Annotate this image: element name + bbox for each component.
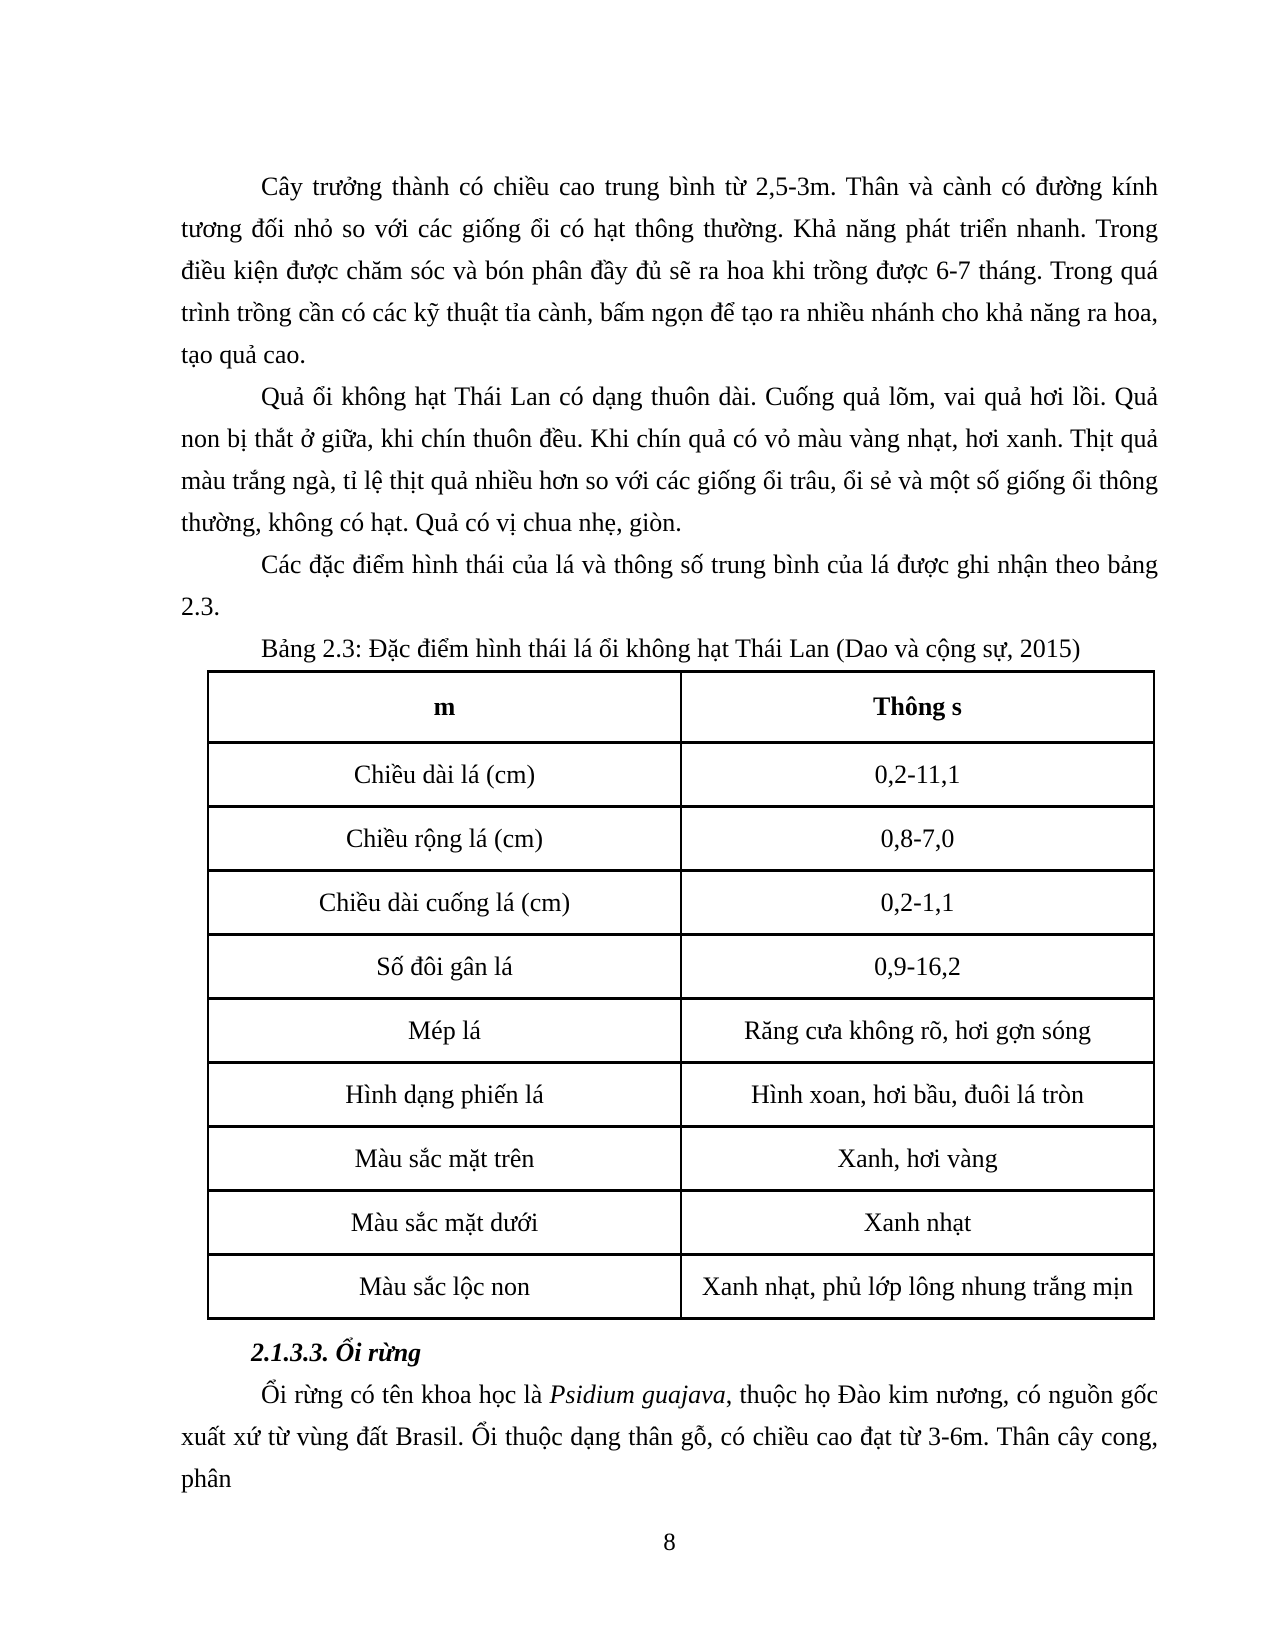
leaf-morphology-table [207, 670, 1155, 1320]
table-caption: Bảng 2.3: Đặc điểm hình thái lá ổi không hạt Thái Lan (Dao và cộng sự, 2015) [261, 634, 1081, 663]
paragraph-growth: Cây trưởng thành có chiều cao trung bình từ 2,5-3m. Thân và cành có đường kính tương đối nhỏ so với các giống ổi có hạt thông thường. Khả năng phát triển nhanh. Trong điều kiện được chăm sóc và bón phân đầy đủ sẽ ra hoa khi trồng được 6-7 tháng. Trong quá trình trồng cần có các kỹ thuật tỉa cành, bấm ngọn để tạo ra nhiều nhánh cho khả năng ra hoa, tạo quả cao. [181, 172, 1158, 369]
table-row [208, 999, 1154, 1063]
paragraph-fruit: Quả ổi không hạt Thái Lan có dạng thuôn dài. Cuống quả lõm, vai quả hơi lồi. Quả non bị thắt ở giữa, khi chín thuôn đều. Khi chín quả có vỏ màu vàng nhạt, hơi xanh. Thịt quả màu trắng ngà, tỉ lệ thịt quả nhiều hơn so với các giống ổi trâu, ổi sẻ và một số giống ổi thông thường, không có hạt. Quả có vị chua nhẹ, giòn. [181, 382, 1158, 537]
table-cell-value: 0,2-11,1 [681, 743, 1154, 807]
table-cell-value: 0,8-7,0 [681, 807, 1154, 871]
table-cell-value: 0,9-16,2 [681, 935, 1154, 999]
text-segment: Ổi rừng có tên khoa học là [261, 1380, 550, 1409]
table-cell-value: Xanh nhạt [681, 1191, 1154, 1255]
page-number: 8 [663, 1529, 676, 1556]
paragraph-oi-rung [181, 1374, 1158, 1500]
section-heading-oi-rung: 2.1.3.3. Ổi rừng [251, 1338, 422, 1367]
table-header-row [208, 672, 1154, 743]
page-content [181, 166, 1158, 1500]
table-cell-label: Chiều rộng lá (cm) [208, 807, 681, 871]
table-row [208, 1191, 1154, 1255]
table-cell-label: Mép lá [208, 999, 681, 1063]
table-cell-label: Số đôi gân lá [208, 935, 681, 999]
table-row [208, 807, 1154, 871]
paragraph-leaf-intro: Các đặc điểm hình thái của lá và thông số trung bình của lá được ghi nhận theo bảng 2.3. [181, 550, 1158, 621]
table-cell-value: 0,2-1,1 [681, 871, 1154, 935]
table-body [208, 743, 1154, 1319]
table-cell-label: Màu sắc mặt dưới [208, 1191, 681, 1255]
table-row [208, 1255, 1154, 1319]
table-cell-value: Xanh, hơi vàng [681, 1127, 1154, 1191]
table-cell-value: Hình xoan, hơi bầu, đuôi lá tròn [681, 1063, 1154, 1127]
table-row [208, 935, 1154, 999]
table-header-cell: m [208, 672, 681, 743]
table-cell-label: Chiều dài lá (cm) [208, 743, 681, 807]
table-row [208, 743, 1154, 807]
text-segment: , thuộc họ Đào kim nương, có nguồn gốc xuất xứ từ vùng đất Brasil. Ổi thuộc dạng thân gỗ, có chiều cao đạt từ 3-6m. Thân cây cong, phân [181, 1380, 1158, 1493]
table-cell-value: Răng cưa không rõ, hơi gợn sóng [681, 999, 1154, 1063]
table-cell-label: Chiều dài cuống lá (cm) [208, 871, 681, 935]
table-row [208, 1063, 1154, 1127]
table-row [208, 1127, 1154, 1191]
species-name-italic: Psidium guajava [549, 1380, 726, 1409]
table-row [208, 871, 1154, 935]
table-cell-label: Màu sắc mặt trên [208, 1127, 681, 1191]
table-head [208, 672, 1154, 743]
table-header-cell: Thông s [681, 672, 1154, 743]
table-cell-label: Hình dạng phiến lá [208, 1063, 681, 1127]
table-cell-value: Xanh nhạt, phủ lớp lông nhung trắng mịn [681, 1255, 1154, 1319]
table-cell-label: Màu sắc lộc non [208, 1255, 681, 1319]
